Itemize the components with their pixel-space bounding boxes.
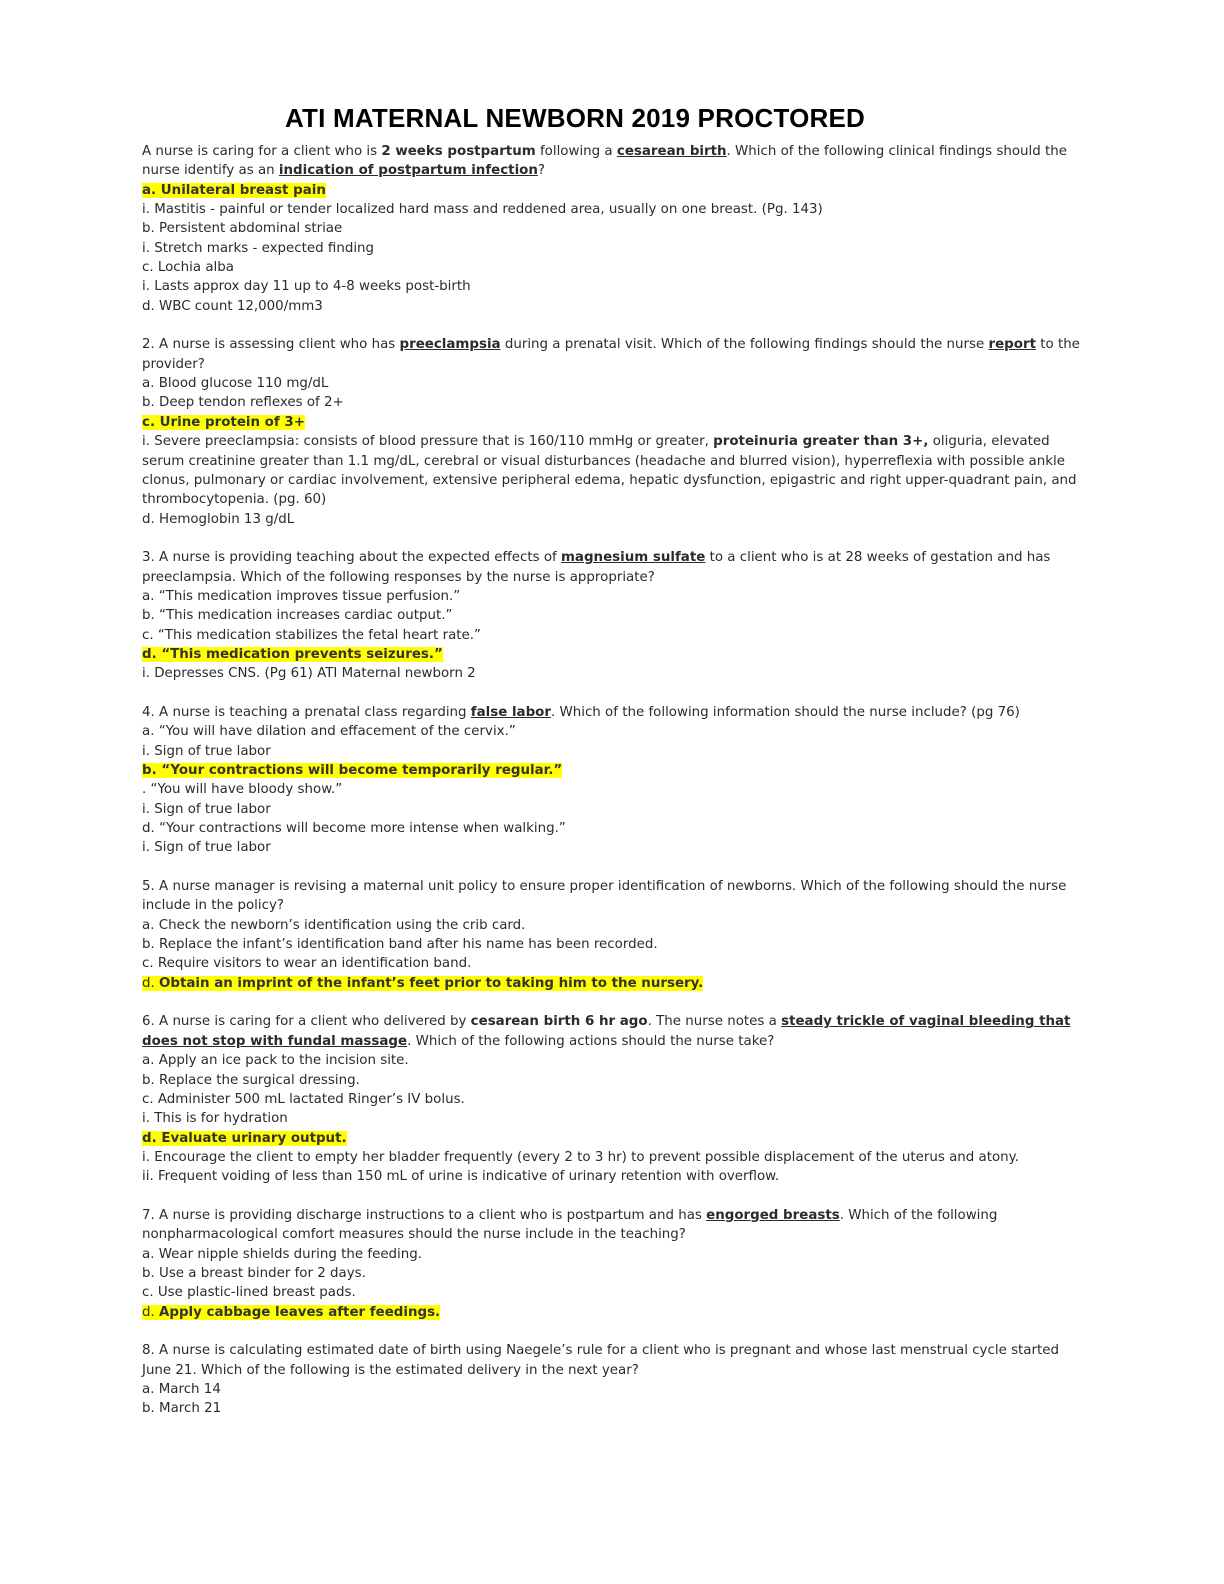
question-3-stem — [142, 548, 1082, 587]
option: a. Apply an ice pack to the incision site. — [142, 1053, 409, 1069]
text-run: . Which of the following actions should the nurse take? — [407, 1033, 775, 1049]
rationale: i. Stretch marks - expected finding — [142, 240, 375, 256]
bold-text: cesarean birth 6 hr ago — [470, 1014, 648, 1030]
answer-highlight — [142, 976, 703, 991]
option: c. Lochia alba — [142, 260, 234, 276]
question-4-stem — [142, 703, 1082, 722]
option-letter: d. — [142, 975, 160, 991]
rationale: i. Sign of true labor — [142, 801, 271, 817]
bold-text: Apply cabbage leaves after feedings. — [159, 1304, 441, 1320]
text-run: . Which of the following information should the nurse include? (pg 76) — [550, 704, 1020, 720]
underlined-text: false labor — [470, 704, 551, 720]
option: a. Wear nipple shields during the feeding. — [142, 1246, 423, 1262]
underlined-text: engorged breasts — [706, 1207, 840, 1223]
question-2-stem — [142, 335, 1082, 374]
option: a. Blood glucose 110 mg/dL — [142, 376, 329, 392]
option: a. “You will have dilation and effacement of the cervix.” — [142, 724, 516, 740]
rationale: i. Depresses CNS. (Pg 61) ATI Maternal newborn 2 — [142, 666, 476, 682]
bold-text: Obtain an imprint of the infant’s feet prior to taking him to the nursery. — [159, 975, 704, 991]
text-run: oliguria, elevated serum creatinine greater than 1.1 mg/dL, cerebral or visual disturbances (headache and blurred vision), hyperreflexia with possible ankle clonus, pulmonary or cardiac involvement, extensive peripheral edema, hepatic dysfunction, epigastric and right upper-quadrant pain, and thrombocytopenia. (pg. 60) — [142, 434, 1077, 508]
text-run: i. Severe preeclampsia: consists of blood pressure that is 160/110 mmHg or greater, — [142, 434, 714, 450]
answer-highlight — [142, 1305, 440, 1320]
rationale: i. Lasts approx day 11 up to 4-8 weeks post-birth — [142, 279, 471, 295]
rationale: i. Mastitis - painful or tender localized hard mass and reddened area, usually on one breast. (Pg. 143) — [142, 202, 823, 218]
option: c. Administer 500 mL lactated Ringer’s IV bolus. — [142, 1091, 465, 1107]
question-1-stem — [142, 142, 1082, 181]
option: b. March 21 — [142, 1401, 222, 1417]
rationale: i. Sign of true labor — [142, 840, 271, 856]
text-run: . Which of the following clinical findings should the nurse identify as an — [142, 144, 1067, 179]
option: b. Replace the surgical dressing. — [142, 1072, 360, 1088]
question-6-stem — [142, 1012, 1082, 1051]
option: b. “This medication increases cardiac output.” — [142, 608, 453, 624]
answer-highlight: d. “This medication prevents seizures.” — [142, 646, 443, 662]
text-run: . Which of the following nonpharmacological comfort measures should the nurse include in the teaching? — [142, 1207, 998, 1243]
underlined-text: magnesium sulfate — [560, 550, 706, 566]
rationale: i. Encourage the client to empty her bladder frequently (every 2 to 3 hr) to prevent possible displacement of the uterus and atony. — [142, 1149, 1019, 1165]
underlined-text: preeclampsia — [399, 337, 501, 353]
option: c. Use plastic-lined breast pads. — [142, 1285, 356, 1301]
option: c. Require visitors to wear an identification band. — [142, 956, 472, 972]
bold-text: 2 weeks postpartum — [381, 144, 536, 159]
text-run: to the provider? — [142, 337, 1080, 372]
underlined-text: steady trickle of vaginal bleeding that does not stop with fundal massage — [142, 1014, 1071, 1049]
text-run: 2. A nurse is assessing client who has — [142, 337, 400, 353]
text-run: during a prenatal visit. Which of the following findings should the nurse — [500, 337, 989, 353]
option: d. Hemoglobin 13 g/dL — [142, 511, 295, 527]
rationale: ii. Frequent voiding of less than 150 mL of urine is indicative of urinary retention with overflow. — [142, 1169, 780, 1185]
text-run: A nurse is caring for a client who is — [142, 144, 382, 159]
rationale — [142, 432, 1082, 509]
underlined-text: cesarean birth — [616, 144, 727, 159]
answer-highlight: b. “Your contractions will become temporarily regular.” — [142, 763, 563, 778]
rationale: i. Sign of true labor — [142, 743, 271, 759]
option: b. Use a breast binder for 2 days. — [142, 1265, 366, 1281]
option: a. March 14 — [142, 1382, 221, 1397]
text-run: 7. A nurse is providing discharge instructions to a client who is postpartum and has — [142, 1207, 707, 1223]
text-run: to a client who is at 28 weeks of gestation and has preeclampsia. Which of the following responses by the nurse is appropriate? — [142, 550, 1051, 585]
document-body — [142, 142, 1082, 1419]
option: b. Deep tendon reflexes of 2+ — [142, 395, 344, 411]
text-run: 6. A nurse is caring for a client who delivered by — [142, 1014, 471, 1030]
text-run: ? — [537, 163, 545, 179]
option: c. “This medication stabilizes the fetal heart rate.” — [142, 627, 481, 643]
option: a. Check the newborn’s identification using the crib card. — [142, 917, 526, 933]
option: a. “This medication improves tissue perfusion.” — [142, 588, 461, 604]
option-letter: d. — [142, 1304, 160, 1320]
rationale: i. This is for hydration — [142, 1111, 288, 1127]
text-run: following a — [535, 144, 617, 159]
option: b. Replace the infant’s identification band after his name has been recorded. — [142, 937, 658, 953]
option: d. WBC count 12,000/mm3 — [142, 298, 323, 314]
option: . “You will have bloody show.” — [142, 782, 343, 798]
question-5-stem: 5. A nurse manager is revising a maternal unit policy to ensure proper identification of newborns. Which of the following should the nurse include in the policy? — [142, 879, 1067, 914]
text-run: 3. A nurse is providing teaching about the expected effects of — [142, 550, 561, 566]
option: b. Persistent abdominal striae — [142, 221, 343, 237]
bold-text: proteinuria greater than 3+, — [713, 434, 929, 450]
answer-highlight: c. Urine protein of 3+ — [142, 414, 305, 430]
option: d. “Your contractions will become more intense when walking.” — [142, 821, 566, 837]
question-8-stem: 8. A nurse is calculating estimated date of birth using Naegele’s rule for a client who is pregnant and whose last menstrual cycle started June 21. Which of the following is the estimated delivery in the next year? — [142, 1343, 1059, 1378]
answer-highlight: d. Evaluate urinary output. — [142, 1130, 347, 1146]
underlined-text: indication of postpartum infection — [278, 163, 538, 179]
question-7-stem — [142, 1206, 1082, 1245]
text-run: 4. A nurse is teaching a prenatal class regarding — [142, 704, 471, 720]
text-run: . The nurse notes a — [647, 1014, 782, 1030]
page-title: ATI MATERNAL NEWBORN 2019 PROCTORED — [284, 103, 865, 133]
underlined-text: report — [988, 337, 1036, 353]
answer-highlight: a. Unilateral breast pain — [142, 182, 326, 198]
